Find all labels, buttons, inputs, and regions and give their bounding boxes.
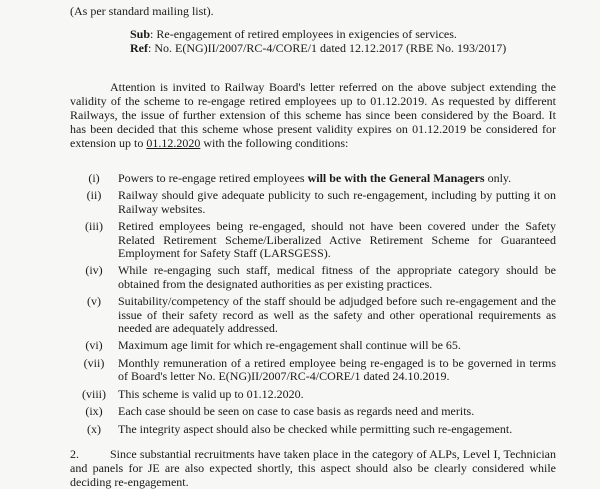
condition-bold-text: will be with the General Managers bbox=[307, 171, 485, 185]
condition-item bbox=[70, 405, 556, 418]
subject-line bbox=[130, 27, 457, 42]
condition-number: (viii) bbox=[82, 386, 106, 401]
condition-item bbox=[70, 423, 556, 436]
paragraph-2 bbox=[70, 447, 556, 489]
mailing-note: (As per standard mailing list). bbox=[70, 4, 214, 18]
condition-tail: only. bbox=[487, 171, 512, 185]
paragraph-1 bbox=[70, 80, 556, 150]
condition-text: Retired employees being re-engaged, should not have been covered under the Safety Related Retirement Scheme/Liberalized Active Retirement Scheme for Guaranteed Employment for Safety Staff (LARSGESS). bbox=[118, 219, 556, 261]
condition-text: This scheme is valid up to 01.12.2020. bbox=[118, 386, 304, 401]
paragraph-2-number: 2. bbox=[70, 447, 79, 461]
condition-item bbox=[70, 339, 556, 352]
condition-item bbox=[70, 357, 556, 384]
condition-number: (i) bbox=[88, 171, 100, 185]
condition-text: Monthly remuneration of a retired employee being re-engaged is to be governed in terms of Board's letter No. E(NG)II/2007/RC-4/CORE/1 dated 24.10.2019. bbox=[118, 355, 556, 384]
condition-item bbox=[70, 295, 556, 335]
condition-text: Suitability/competency of the staff should be adjudged before such re-engagement and the issue of their safety record as well as the safety and other operational requirements as needed are adequately addressed. bbox=[118, 294, 556, 336]
condition-item bbox=[70, 189, 556, 216]
condition-number: (iii) bbox=[85, 219, 103, 234]
reference-label: Ref bbox=[130, 41, 148, 55]
condition-text: Each case should be seen on case to case basis as regards need and merits. bbox=[118, 404, 475, 419]
conditions-list bbox=[70, 172, 556, 440]
condition-number: (x) bbox=[87, 421, 101, 436]
condition-text: While re-engaging such staff, medical fitness of the appropriate category should be obtained from the designated authorities as per existing practices. bbox=[118, 263, 556, 291]
condition-item bbox=[70, 220, 556, 260]
condition-number: (ii) bbox=[86, 188, 102, 203]
paragraph-2-text: Since substantial recruitments have taken place in the category of ALPs, Level I, Technician and panels for JE are also expected shortly, this aspect should also be clearly considered while deciding re-engagement. bbox=[70, 447, 556, 489]
condition-number: (ix) bbox=[85, 404, 103, 419]
paragraph-1-text: Attention is invited to Railway Board's letter referred on the above subject extending the validity of the scheme to re-engage retired employees up to 01.12.2019. As requested by different Railways, the issue of further extension of this scheme has since been considered by the Board. It has been decided that this scheme whose present validity expires on 01.12.2019 be considered for extension up to bbox=[70, 80, 556, 150]
condition-text: Railway should give adequate publicity to such re-engagement, including by putting it on Railway websites. bbox=[118, 188, 556, 216]
condition-number: (iv) bbox=[85, 263, 103, 278]
subject-label: Sub bbox=[130, 27, 151, 41]
condition-number: (vi) bbox=[85, 338, 103, 353]
condition-item bbox=[70, 172, 556, 185]
condition-number: (vii) bbox=[83, 355, 105, 370]
condition-item bbox=[70, 388, 556, 401]
condition-text: The integrity aspect should also be checked while permitting such re-engagement. bbox=[118, 421, 513, 436]
extension-date: 01.12.2020 bbox=[146, 136, 201, 150]
condition-text: Maximum age limit for which re-engagement shall continue will be 65. bbox=[118, 338, 461, 353]
subject-text: : Re-engagement of retired employees in exigencies of services. bbox=[150, 27, 457, 41]
condition-text: Powers to re-engage retired employees bbox=[118, 171, 305, 185]
condition-number: (v) bbox=[87, 294, 101, 309]
reference-line bbox=[130, 41, 550, 55]
paragraph-1-tail: with the following conditions: bbox=[203, 136, 349, 150]
condition-item bbox=[70, 264, 556, 291]
reference-text: : No. E(NG)II/2007/RC-4/CORE/1 dated 12.12.2017 (RBE No. 193/2017) bbox=[148, 41, 507, 55]
